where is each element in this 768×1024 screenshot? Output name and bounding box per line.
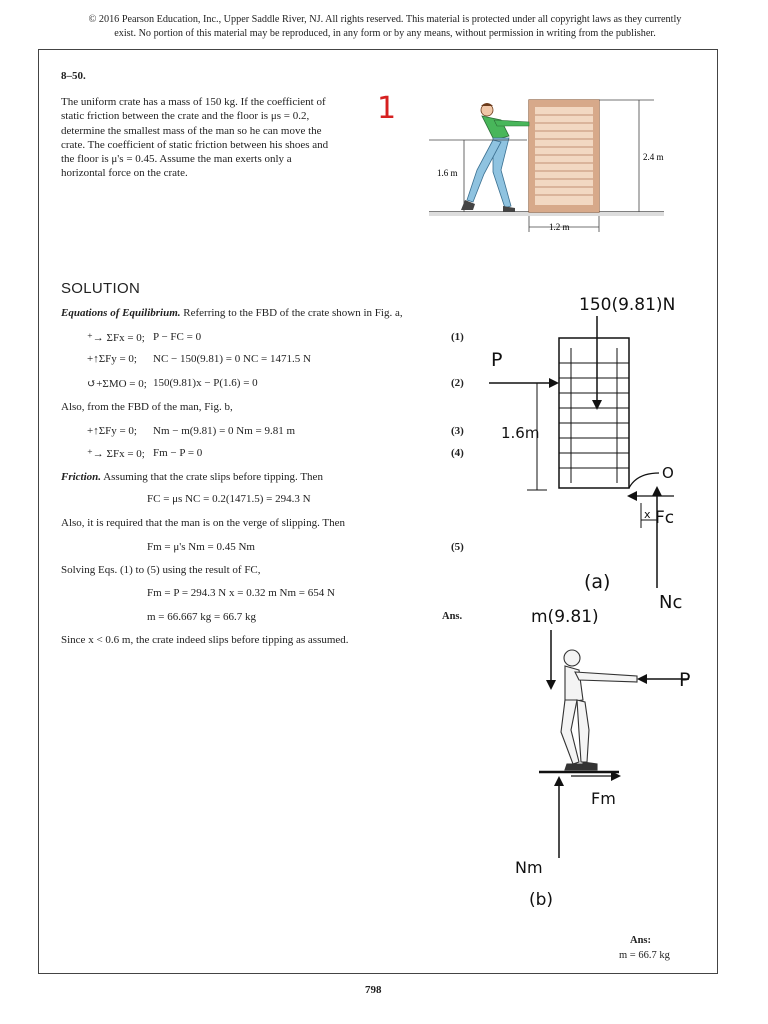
m-result: m = 66.667 kg = 66.7 kg <box>147 611 256 623</box>
man-silhouette <box>561 650 637 770</box>
problem-number: 8–50. <box>61 70 86 82</box>
eq5-num: (5) <box>451 541 464 553</box>
eq4-body: Fm − P = 0 <box>153 447 203 459</box>
crate <box>529 100 599 212</box>
normal-label-a: Nc <box>659 592 683 613</box>
solution-heading: SOLUTION <box>61 280 141 297</box>
copyright-line-2: exist. No portion of this material may be reproduced, in any form or by any means, without permission in writing from the publisher. <box>114 28 656 39</box>
problem-figure <box>369 70 699 240</box>
statement-line: crate. The coefficient of static friction between his shoes and <box>61 138 329 151</box>
statement-line: static friction between the crate and the floor is μs = 0.2, <box>61 110 310 123</box>
also-man-line: Also, from the FBD of the man, Fig. b, <box>61 401 233 413</box>
fbd-a-caption-wrap <box>579 560 669 600</box>
dim-1-2m: 1.2 m <box>549 222 570 232</box>
statement-line: the floor is μ's = 0.45. Assume the man exerts only a <box>61 153 292 166</box>
point-o-curve <box>629 473 659 488</box>
eq2-num: (2) <box>451 377 464 389</box>
eq1-num: (1) <box>451 331 464 343</box>
page-frame <box>38 49 718 974</box>
statement-line: horizontal force on the crate. <box>61 167 188 180</box>
eq-fy-body: NC − 150(9.81) = 0 NC = 1471.5 N <box>153 353 311 365</box>
friction-bold: Friction. <box>61 471 102 483</box>
intro-line <box>61 307 403 319</box>
friction-arrow-a <box>627 491 674 501</box>
normal-label-b: Nm <box>515 858 543 877</box>
statement-line: The uniform crate has a mass of 150 kg. If the coefficient of <box>61 96 326 108</box>
fc-equation: FC = μs NC = 0.2(1471.5) = 294.3 N <box>147 493 311 505</box>
eq3-num: (3) <box>451 425 464 437</box>
eq4-label: ⁺→ ΣFx = 0; <box>87 448 145 460</box>
weight-arrow-b <box>546 630 556 690</box>
answer-box-value: m = 66.7 kg <box>619 950 670 961</box>
statement-line: determine the smallest mass of the man so he can move the <box>61 124 322 137</box>
eq1-label: ⁺→ ΣFx = 0; <box>87 332 145 344</box>
copyright-line-1: © 2016 Pearson Education, Inc., Upper Saddle River, NJ. All rights reserved. This material is protected under all copyright laws as they currently <box>88 14 682 25</box>
solving-line: Solving Eqs. (1) to (5) using the result of FC, <box>61 564 261 576</box>
eq3-body: Nm − m(9.81) = 0 Nm = 9.81 m <box>153 425 296 437</box>
fbd-a-caption: (a) <box>584 571 611 593</box>
crate-outline <box>559 338 629 488</box>
fbd-crate-diagram <box>479 288 699 613</box>
weight-label-a: 150(9.81)N <box>579 295 676 315</box>
eq-fy-label: +↑ΣFy = 0; <box>87 353 137 365</box>
fbd-man-diagram <box>479 600 699 860</box>
force-p-label-a: P <box>491 349 503 371</box>
problem-statement <box>61 95 351 181</box>
intro-rest: Referring to the FBD of the crate shown in Fig. a, <box>180 307 403 319</box>
dim-2-4m: 2.4 m <box>643 152 664 162</box>
friction-line <box>61 471 323 483</box>
eq2-body: 150(9.81)x − P(1.6) = 0 <box>153 377 258 389</box>
page-number: 798 <box>365 984 382 996</box>
also-required-line: Also, it is required that the man is on the verge of slipping. Then <box>61 517 346 529</box>
eq1-body: P − FC = 0 <box>153 331 202 343</box>
dim-1-6m: 1.6 m <box>437 168 458 178</box>
eq3-label: +↑ΣFy = 0; <box>87 425 137 437</box>
friction-rest: Assuming that the crate slips before tipping. Then <box>101 471 323 483</box>
eq2-label: ↺+ΣMO = 0; <box>87 378 147 390</box>
friction-label-a: Fc <box>655 508 675 528</box>
results-line: Fm = P = 294.3 N x = 0.32 m Nm = 654 N <box>147 587 335 599</box>
since-line: Since x < 0.6 m, the crate indeed slips before tipping as assumed. <box>61 634 349 646</box>
floor-hatch <box>429 212 664 216</box>
fbd-b-labels-wrap <box>509 858 619 918</box>
crate-slats <box>559 348 629 483</box>
point-o-label: O <box>662 464 674 482</box>
fbd-b-caption: (b) <box>529 890 554 910</box>
intro-bold: Equations of Equilibrium. <box>61 307 181 319</box>
eq5-body: Fm = μ's Nm = 0.45 Nm <box>147 541 255 553</box>
friction-label-b: Fm <box>591 789 616 808</box>
weight-label-b: m(9.81) <box>531 607 599 627</box>
handwritten-mark: 1 <box>377 91 397 126</box>
man-pushing <box>461 103 529 212</box>
force-p-label-b: P <box>679 669 691 691</box>
answer-box-label: Ans: <box>630 935 652 946</box>
normal-arrow-b <box>554 776 564 858</box>
copyright-notice <box>40 13 730 41</box>
eq4-num: (4) <box>451 447 464 459</box>
height-label-a: 1.6m <box>501 424 540 442</box>
ans-label: Ans. <box>442 611 463 622</box>
x-label-a: x <box>644 508 651 521</box>
